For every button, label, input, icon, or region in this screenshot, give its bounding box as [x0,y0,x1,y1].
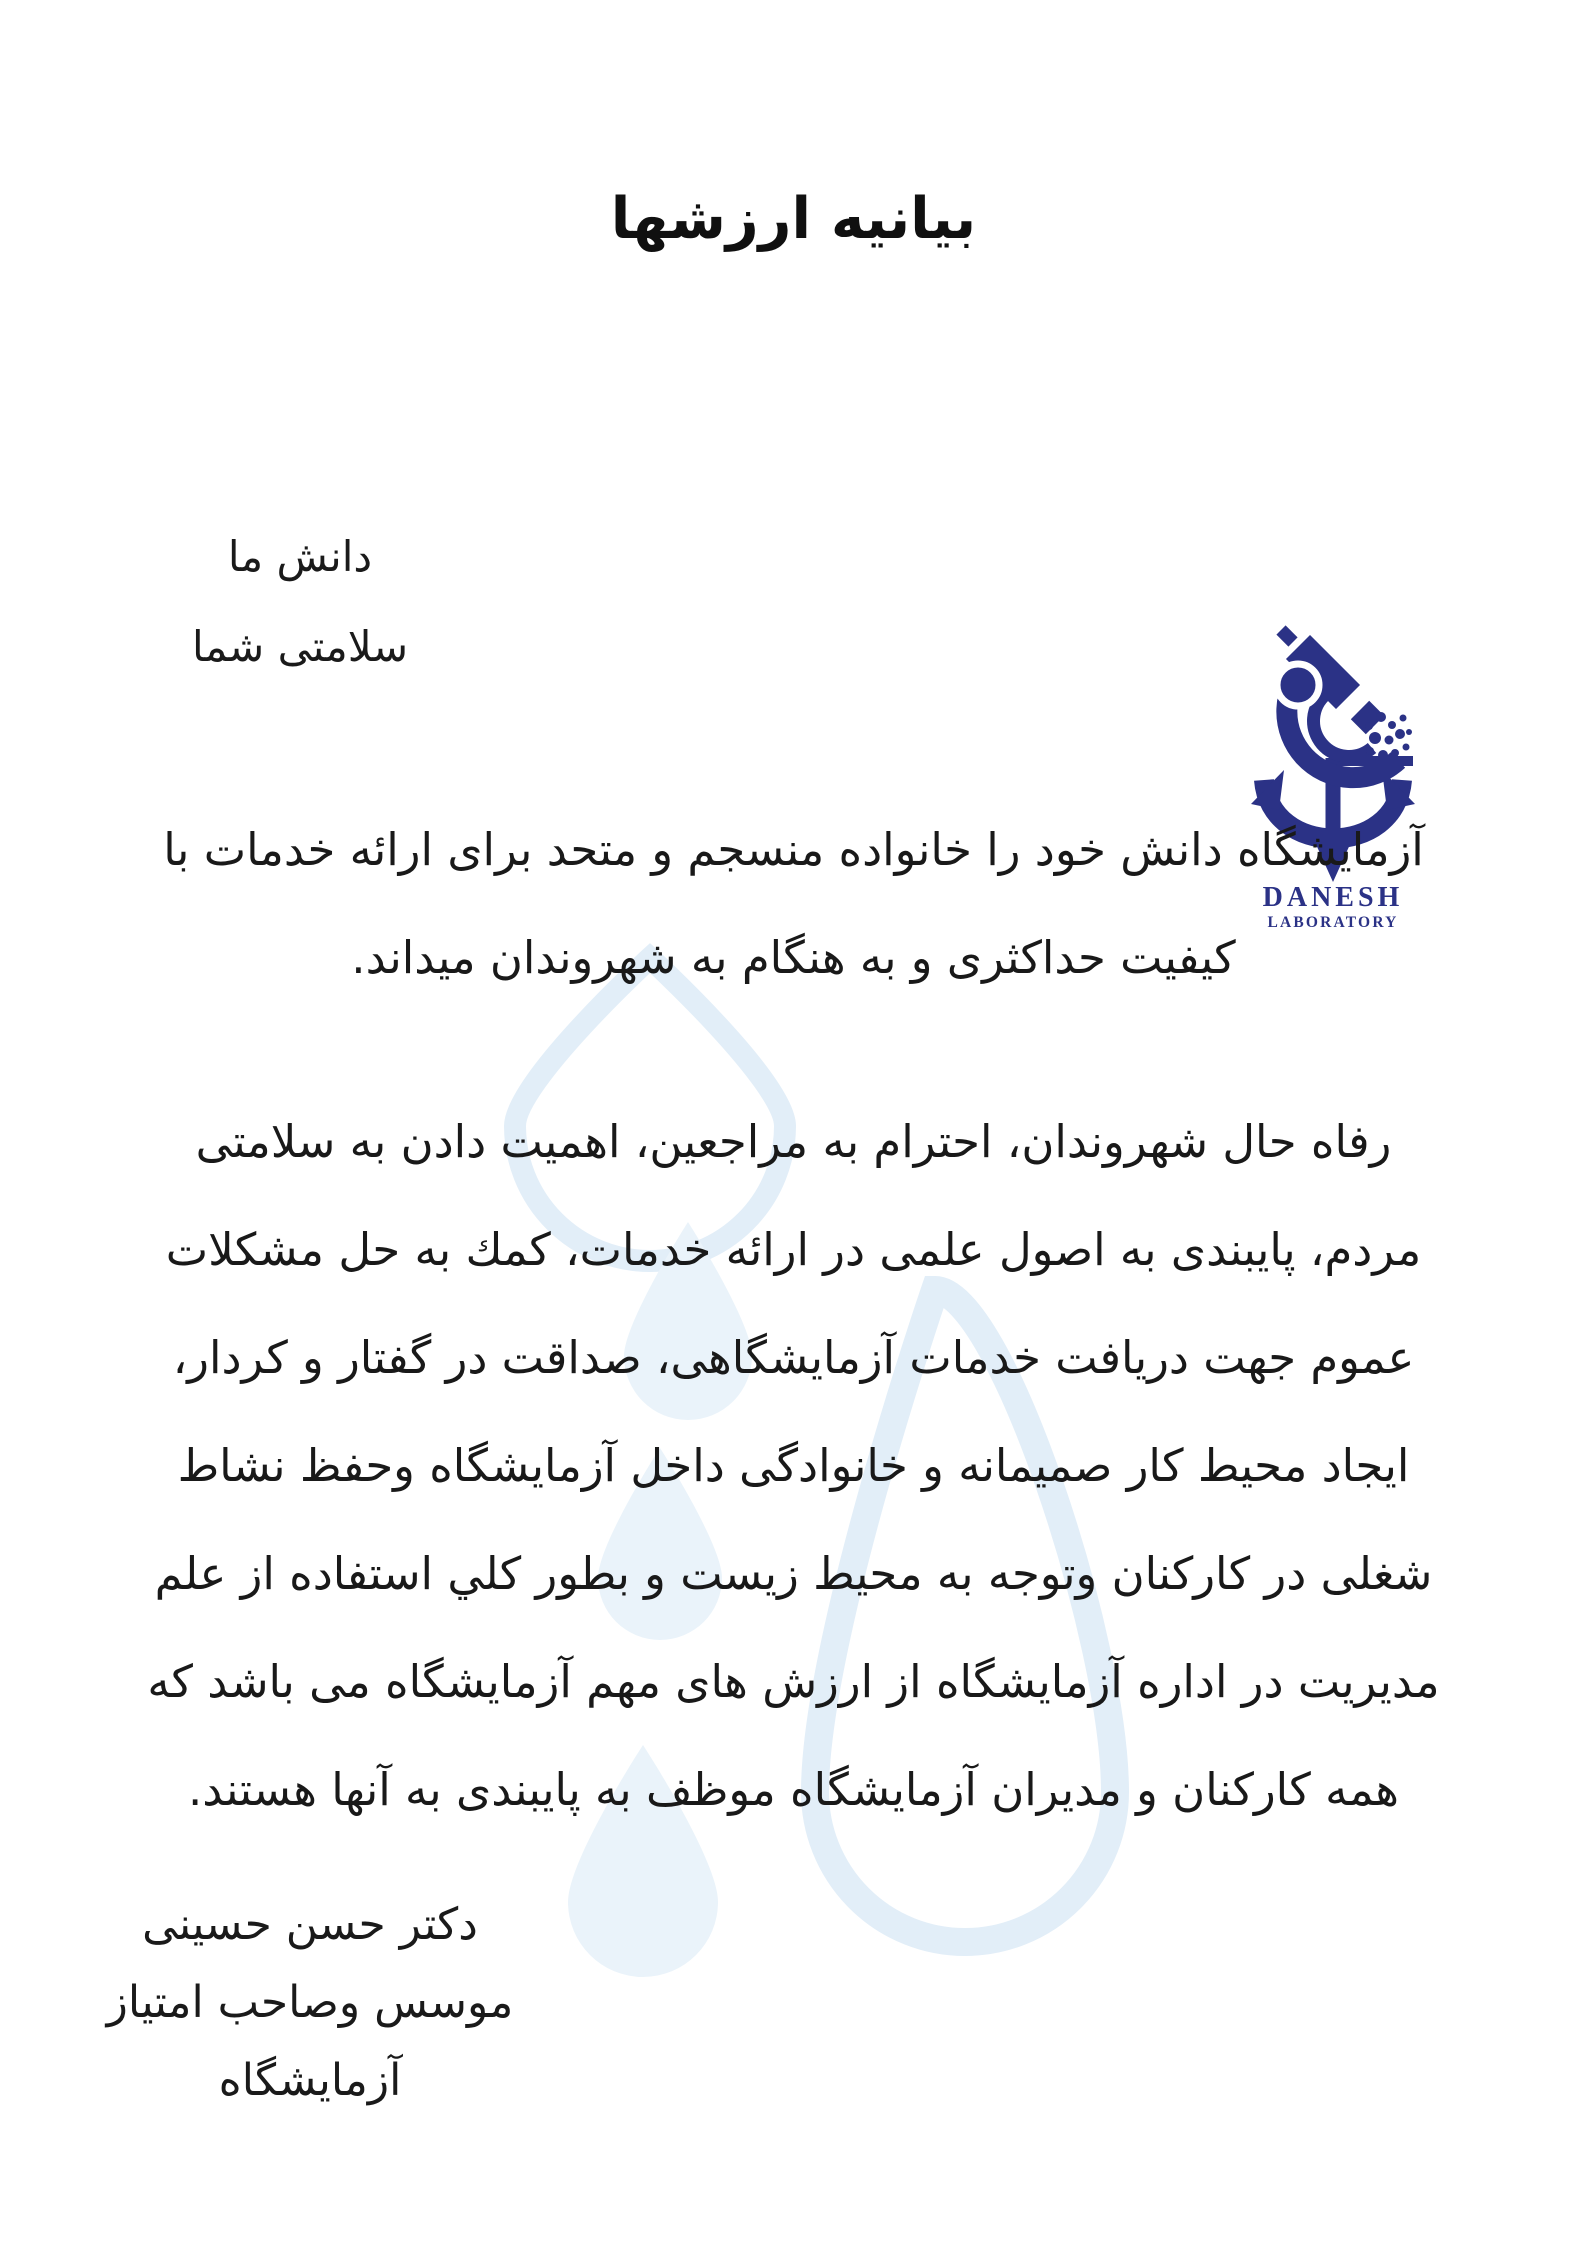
signature-role: موسس وصاحب امتیاز آزمایشگاه [106,1977,514,2106]
paragraph-line: عموم جهت دریافت خدمات آزمایشگاهی، صداقت در گفتار و کردار، [172,1331,1415,1384]
paragraph-line: مدیریت در اداره آزمایشگاه از ارزش های مهم آزمایشگاه می باشد که [147,1655,1440,1708]
logo-name: DANESH [1262,882,1404,913]
paragraph-line: ایجاد محیط کار صمیمانه و خانوادگی داخل آزمایشگاه وحفظ نشاط [177,1439,1410,1492]
logo-subtitle: LABORATORY [1267,914,1399,930]
paragraph-line: آزمایشگاه دانش خود را خانواده منسجم و متحد برای ارائه خدمات با [163,823,1424,876]
paragraph-mission [40,796,1547,1012]
signature-block [40,1886,580,2120]
joint-circle [1277,664,1319,706]
slogan-line-1: دانش ما [227,532,373,581]
paragraph-line: شغلی در کارکنان وتوجه به محیط زیست و بطور کلي استفاده از علم [154,1547,1433,1600]
paragraph-line: رفاه حال شهروندان، احترام به مراجعین، اهمیت دادن به سلامتی [195,1115,1392,1168]
tube-cap [1281,630,1293,642]
signature-name: دکتر حسن حسینی [142,1899,478,1950]
slogan-line-2: سلامتی شما [191,622,409,671]
paragraph-line: همه کارکنان و مدیران آزمایشگاه موظف به پایبندی به آنها هستند. [187,1763,1399,1816]
microscope-stage [1336,756,1413,766]
paragraph-line: کیفیت حداکثری و به هنگام به شهروندان میداند. [351,931,1236,984]
slogan [168,512,432,692]
page-title: بیانیه ارزشها [610,186,977,252]
paragraph-line: مردم، پایبندی به اصول علمی در ارائه خدمات، کمك به حل مشکلات [165,1223,1422,1276]
paragraph-values [40,1088,1547,1844]
